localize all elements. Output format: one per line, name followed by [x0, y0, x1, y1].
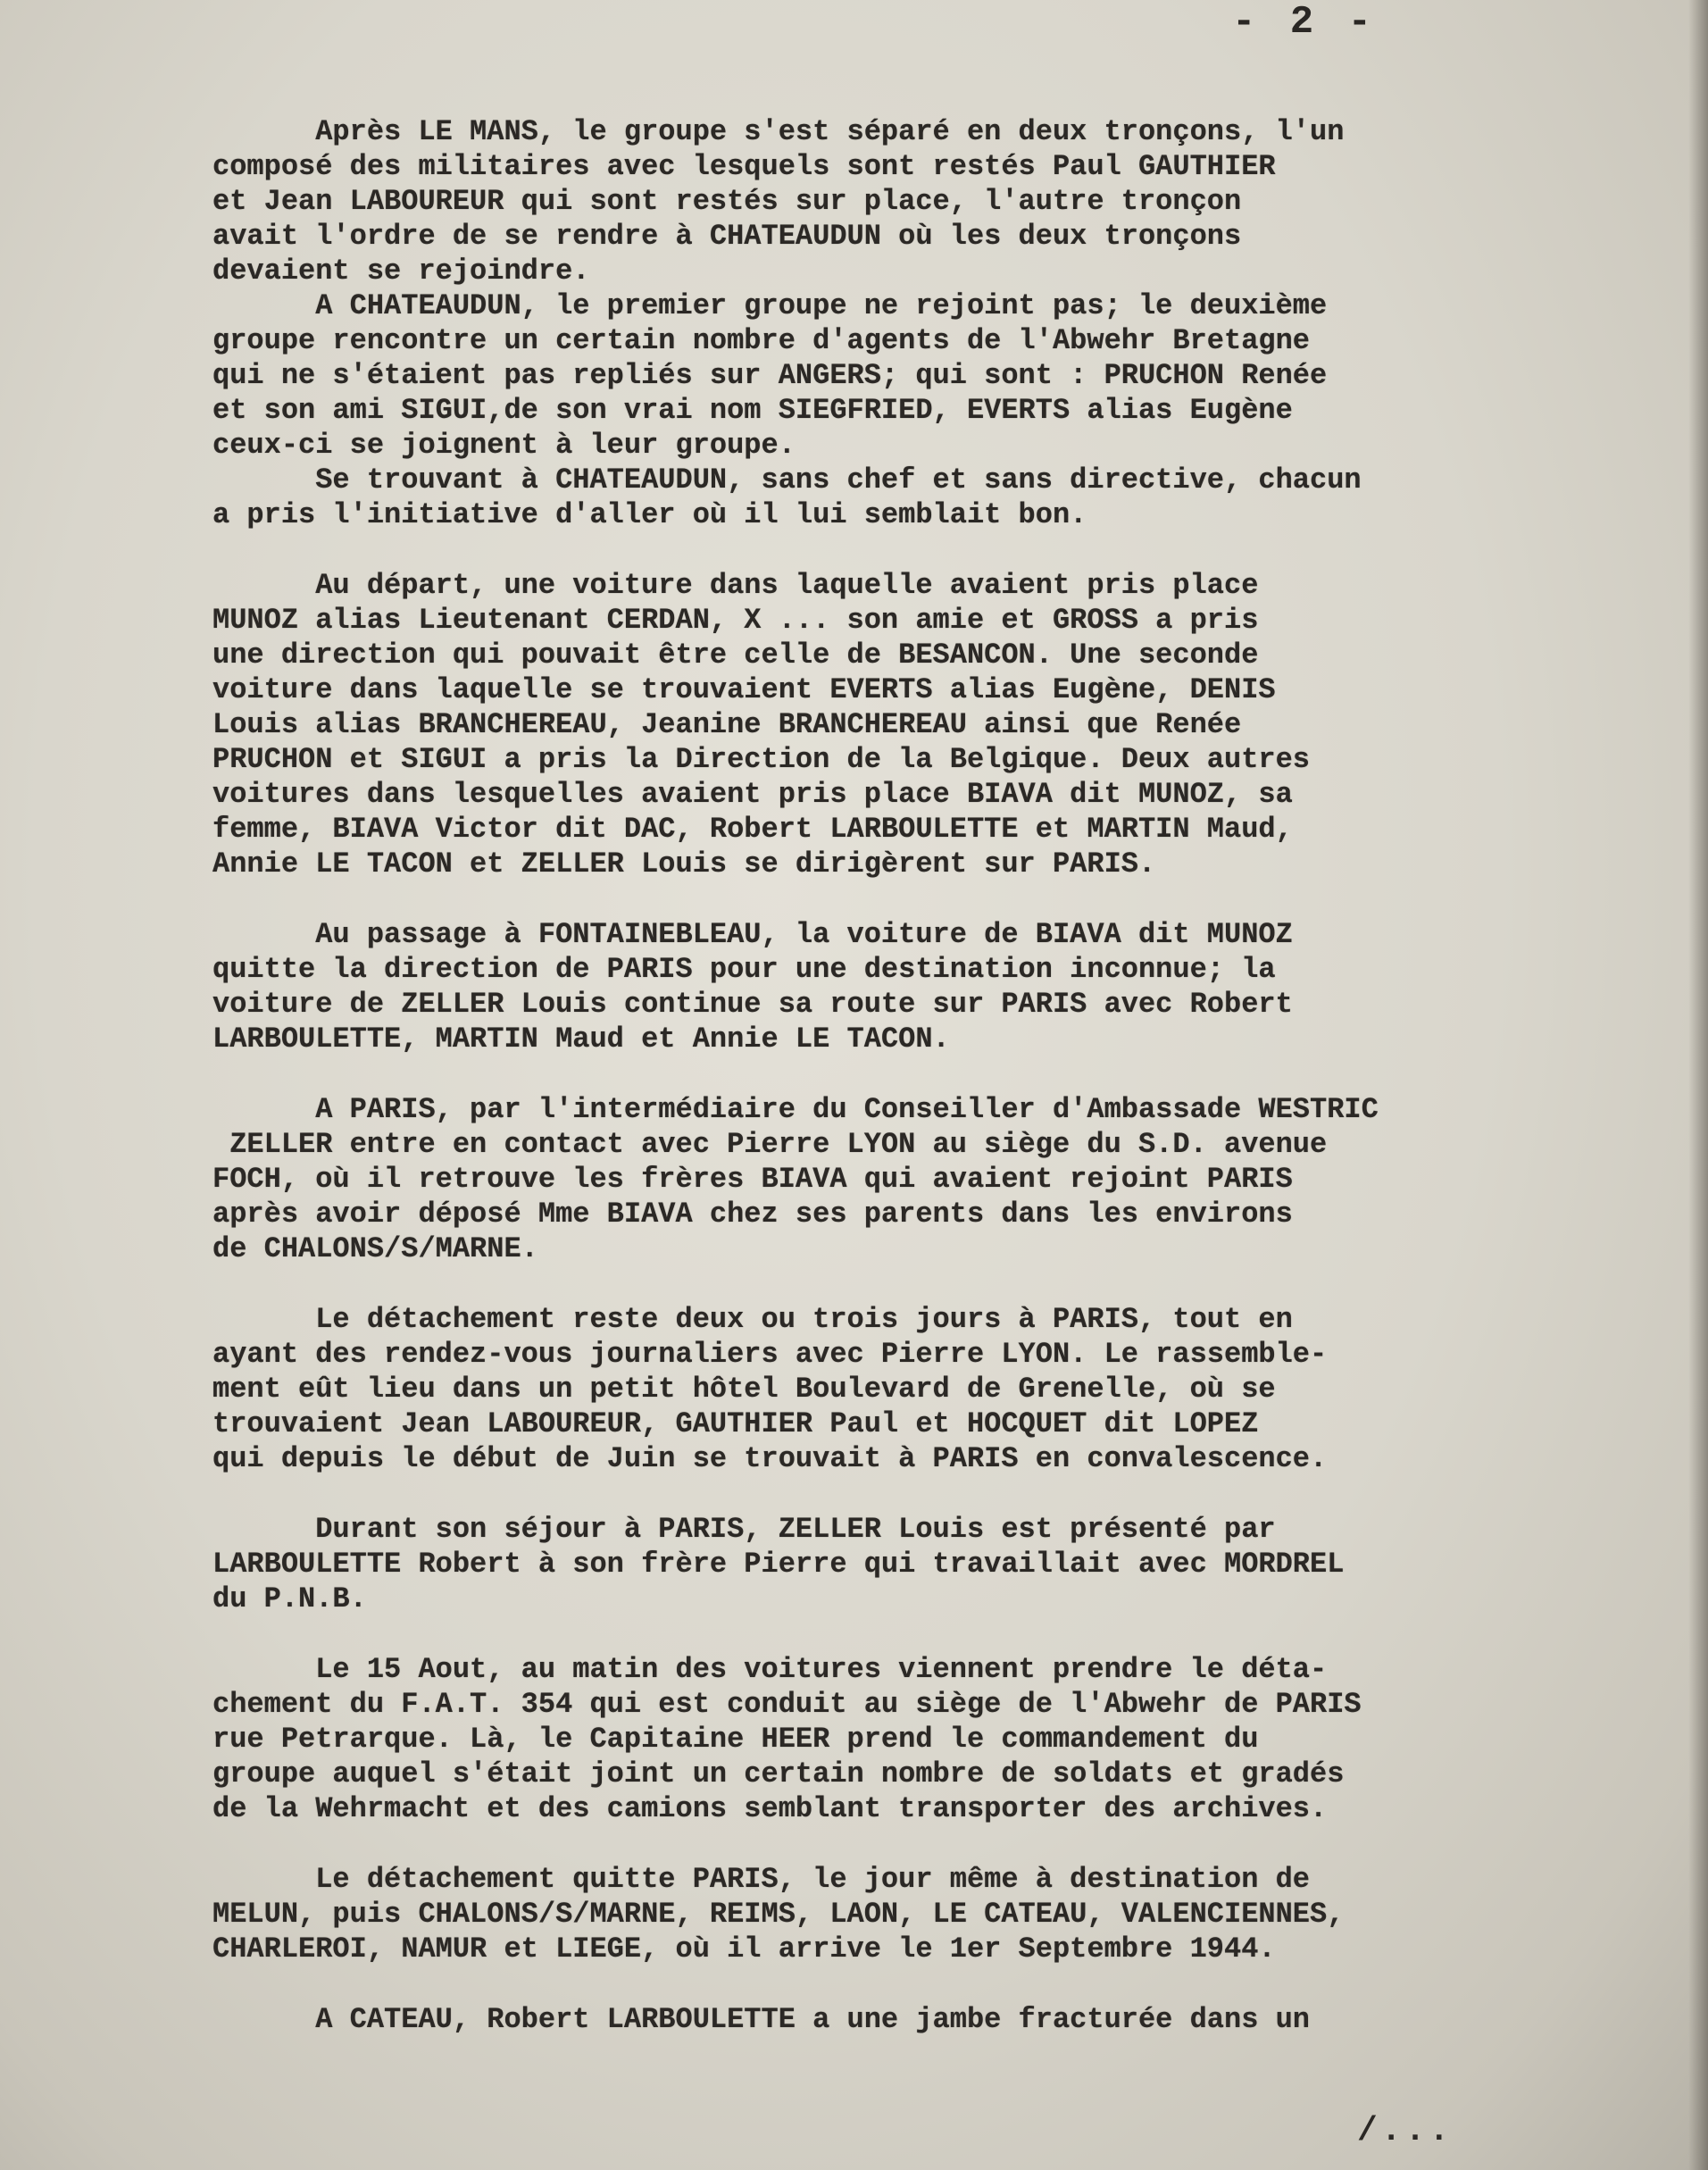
- text-line: ment eût lieu dans un petit hôtel Boulevard de Grenelle, où se: [212, 1373, 1276, 1406]
- text-line: trouvaient Jean LABOUREUR, GAUTHIER Paul et HOCQUET dit LOPEZ: [212, 1407, 1259, 1440]
- paragraph: [212, 1092, 1695, 1266]
- text-line: après avoir déposé Mme BIAVA chez ses parents dans les environs: [212, 1198, 1293, 1231]
- text-line: chement du F.A.T. 354 qui est conduit au siège de l'Abwehr de PARIS: [212, 1688, 1362, 1721]
- text-line: quitte la direction de PARIS pour une destination inconnue; la: [212, 953, 1276, 986]
- text-line: devaient se rejoindre.: [212, 255, 590, 288]
- text-line: de la Wehrmacht et des camions semblant transporter des archives.: [212, 1792, 1328, 1825]
- text-line: qui ne s'étaient pas repliés sur ANGERS; qui sont : PRUCHON Renée: [212, 359, 1328, 392]
- text-line: MELUN, puis CHALONS/S/MARNE, REIMS, LAON, LE CATEAU, VALENCIENNES,: [212, 1898, 1345, 1931]
- text-line: voiture dans laquelle se trouvaient EVERTS alias Eugène, DENIS: [212, 673, 1276, 706]
- text-line: Durant son séjour à PARIS, ZELLER Louis est présenté par: [212, 1513, 1276, 1546]
- paragraph: [212, 288, 1695, 463]
- paragraph: [212, 1512, 1695, 1616]
- text-line: composé des militaires avec lesquels sont restés Paul GAUTHIER: [212, 150, 1276, 183]
- paragraph-gap: [212, 532, 1695, 568]
- paragraph-gap: [212, 1266, 1695, 1302]
- text-line: LARBOULETTE, MARTIN Maud et Annie LE TACON.: [212, 1022, 950, 1056]
- text-line: PRUCHON et SIGUI a pris la Direction de la Belgique. Deux autres: [212, 743, 1310, 776]
- text-line: Le détachement quitte PARIS, le jour même à destination de: [212, 1863, 1310, 1896]
- text-line: Annie LE TACON et ZELLER Louis se dirigèrent sur PARIS.: [212, 847, 1156, 881]
- text-line: CHARLEROI, NAMUR et LIEGE, où il arrive le 1er Septembre 1944.: [212, 1932, 1276, 1966]
- text-line: Le 15 Aout, au matin des voitures viennent prendre le déta-: [212, 1653, 1328, 1686]
- paragraph: [212, 114, 1695, 288]
- text-line: Le détachement reste deux ou trois jours à PARIS, tout en: [212, 1303, 1293, 1336]
- page-number: - 2 -: [1232, 0, 1378, 45]
- text-line: voiture de ZELLER Louis continue sa route sur PARIS avec Robert: [212, 988, 1293, 1021]
- paragraph: [212, 917, 1695, 1056]
- text-line: du P.N.B.: [212, 1582, 367, 1615]
- paragraph: [212, 463, 1695, 532]
- text-line: groupe rencontre un certain nombre d'agents de l'Abwehr Bretagne: [212, 324, 1310, 357]
- text-line: qui depuis le début de Juin se trouvait à PARIS en convalescence.: [212, 1442, 1328, 1475]
- text-line: Louis alias BRANCHEREAU, Jeanine BRANCHEREAU ainsi que Renée: [212, 708, 1242, 741]
- text-line: et Jean LABOUREUR qui sont restés sur place, l'autre tronçon: [212, 185, 1242, 218]
- text-line: LARBOULETTE Robert à son frère Pierre qui travaillait avec MORDREL: [212, 1548, 1345, 1581]
- text-line: Au départ, une voiture dans laquelle avaient pris place: [212, 569, 1259, 602]
- paragraph: [212, 568, 1695, 881]
- continuation-mark: /...: [1357, 2112, 1454, 2150]
- text-line: voitures dans lesquelles avaient pris place BIAVA dit MUNOZ, sa: [212, 778, 1293, 811]
- document-body: [212, 114, 1695, 2037]
- paragraph: [212, 1302, 1695, 1476]
- text-line: groupe auquel s'était joint un certain nombre de soldats et gradés: [212, 1757, 1345, 1790]
- paragraph-gap: [212, 1056, 1695, 1092]
- text-line: une direction qui pouvait être celle de BESANCON. Une seconde: [212, 638, 1259, 672]
- text-line: et son ami SIGUI,de son vrai nom SIEGFRIED, EVERTS alias Eugène: [212, 394, 1293, 427]
- text-line: Après LE MANS, le groupe s'est séparé en deux tronçons, l'un: [212, 115, 1345, 148]
- text-line: ZELLER entre en contact avec Pierre LYON au siège du S.D. avenue: [212, 1128, 1328, 1161]
- text-line: FOCH, où il retrouve les frères BIAVA qui avaient rejoint PARIS: [212, 1163, 1293, 1196]
- page-edge-shadow: [1688, 0, 1708, 2170]
- text-line: MUNOZ alias Lieutenant CERDAN, X ... son amie et GROSS a pris: [212, 604, 1259, 637]
- text-line: A CHATEAUDUN, le premier groupe ne rejoint pas; le deuxième: [212, 289, 1328, 322]
- text-line: avait l'ordre de se rendre à CHATEAUDUN où les deux tronçons: [212, 220, 1242, 253]
- paragraph-gap: [212, 881, 1695, 917]
- paragraph-gap: [212, 1476, 1695, 1512]
- text-line: A PARIS, par l'intermédiaire du Conseiller d'Ambassade WESTRIC: [212, 1093, 1379, 1126]
- paragraph: [212, 2002, 1695, 2037]
- text-line: femme, BIAVA Victor dit DAC, Robert LARBOULETTE et MARTIN Maud,: [212, 813, 1293, 846]
- text-line: ayant des rendez-vous journaliers avec Pierre LYON. Le rassemble-: [212, 1338, 1328, 1371]
- text-line: a pris l'initiative d'aller où il lui semblait bon.: [212, 498, 1087, 531]
- paragraph-gap: [212, 1826, 1695, 1862]
- text-line: de CHALONS/S/MARNE.: [212, 1232, 538, 1265]
- paragraph-gap: [212, 1966, 1695, 2002]
- text-line: Se trouvant à CHATEAUDUN, sans chef et sans directive, chacun: [212, 463, 1362, 497]
- text-line: A CATEAU, Robert LARBOULETTE a une jambe fracturée dans un: [212, 2003, 1310, 2036]
- text-line: Au passage à FONTAINEBLEAU, la voiture de BIAVA dit MUNOZ: [212, 918, 1293, 951]
- paragraph-gap: [212, 1616, 1695, 1652]
- paragraph: [212, 1862, 1695, 1966]
- text-line: rue Petrarque. Là, le Capitaine HEER prend le commandement du: [212, 1723, 1259, 1756]
- paragraph: [212, 1652, 1695, 1826]
- text-line: ceux-ci se joignent à leur groupe.: [212, 429, 796, 462]
